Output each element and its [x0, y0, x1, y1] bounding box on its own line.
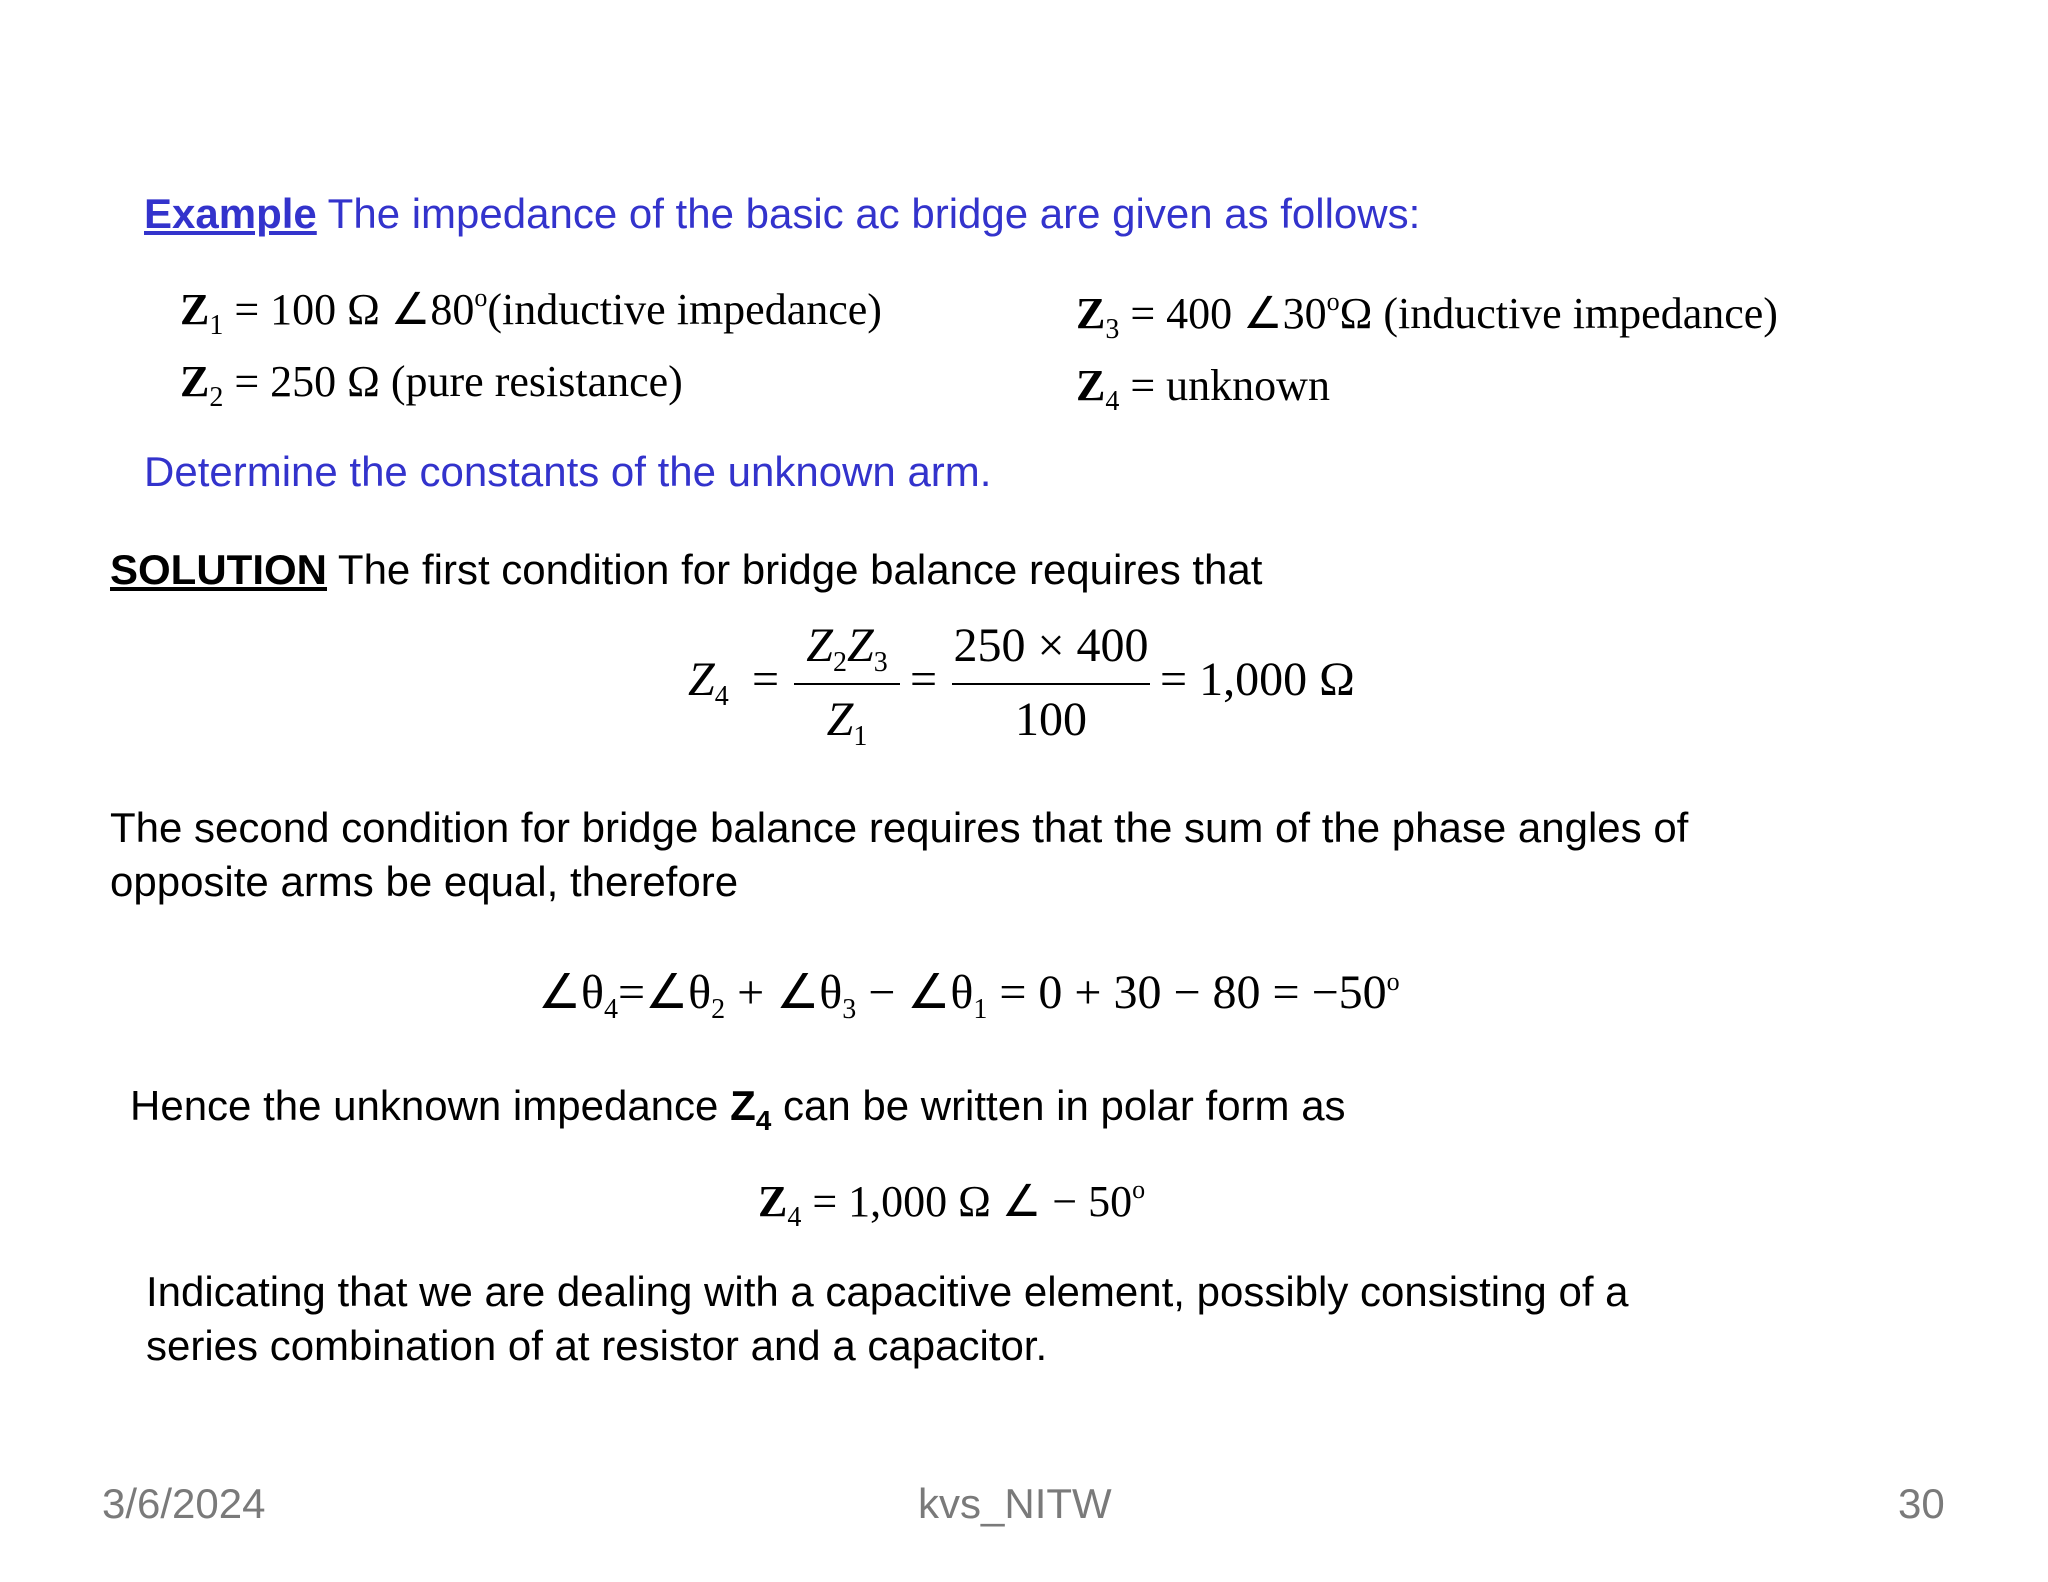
given-z2	[180, 356, 683, 413]
footer-page-number: 30	[1898, 1480, 1945, 1527]
eq1-equals-2: =	[910, 653, 938, 706]
hence-z: Z	[730, 1082, 756, 1129]
eq3-degree: o	[1132, 1175, 1146, 1204]
z1-degree: o	[474, 283, 488, 312]
eq2-theta2-sub: 2	[711, 994, 726, 1025]
eq2-theta1-sub: 1	[973, 994, 988, 1025]
z4-subscript: 4	[1105, 386, 1120, 417]
z3-note: Ω (inductive impedance)	[1339, 289, 1778, 338]
eq2-theta1: − ∠θ	[856, 966, 974, 1019]
conclusion-line-2: series combination of at resistor and a capacitor.	[146, 1322, 1048, 1369]
eq1-result: = 1,000 Ω	[1160, 653, 1355, 706]
z4-value: = unknown	[1119, 361, 1330, 410]
hence-line	[130, 1082, 1346, 1136]
footer-center: kvs_NITW	[918, 1480, 1112, 1527]
z3-degree: o	[1326, 287, 1340, 316]
z1-value: = 100 Ω ∠80	[223, 285, 475, 334]
eq1-num-z3-sub: 3	[873, 647, 888, 678]
z3-symbol: Z	[1076, 289, 1106, 338]
z2-subscript: 2	[209, 382, 224, 413]
equation-polar-form	[758, 1175, 1146, 1233]
eq1-num-z2: Z	[806, 619, 833, 672]
example-label: Example	[144, 190, 317, 237]
solution-text: The first condition for bridge balance requires that	[327, 546, 1263, 593]
eq1-fraction-bar-1	[794, 683, 900, 685]
equation-angle-sum	[538, 964, 1400, 1025]
eq1-lhs-symbol: Z	[688, 653, 715, 706]
eq2-theta2: =∠θ	[618, 966, 712, 1019]
eq3-subscript: 4	[787, 1202, 802, 1233]
z2-value: = 250 Ω (pure resistance)	[223, 357, 683, 406]
second-condition-line-1: The second condition for bridge balance requires that the sum of the phase angles of	[110, 804, 1689, 851]
eq1-den-value: 100	[1015, 693, 1087, 746]
given-z1	[180, 283, 882, 341]
eq1-lhs-subscript: 4	[714, 681, 729, 712]
hence-pre: Hence the unknown impedance	[130, 1082, 731, 1129]
eq1-num-value: 250 × 400	[953, 619, 1149, 672]
example-text: The impedance of the basic ac bridge are given as follows:	[316, 190, 1421, 237]
solution-label: SOLUTION	[110, 546, 327, 593]
eq1-num-z3: Z	[847, 619, 874, 672]
eq1-num-z2-sub: 2	[833, 647, 847, 678]
eq1-den-z1-sub: 1	[853, 721, 868, 752]
eq1-lhs	[688, 652, 729, 712]
z1-note: (inductive impedance)	[487, 285, 882, 334]
question-text: Determine the constants of the unknown arm.	[144, 448, 992, 495]
hence-post: can be written in polar form as	[771, 1082, 1346, 1129]
z4-symbol: Z	[1076, 361, 1106, 410]
footer-date: 3/6/2024	[102, 1480, 266, 1527]
z3-subscript: 3	[1105, 314, 1120, 345]
eq1-fraction-bar-2	[952, 683, 1150, 685]
eq1-numerator	[792, 618, 902, 678]
z2-symbol: Z	[180, 357, 210, 406]
eq1-equals-1: =	[752, 653, 780, 706]
eq2-theta4: ∠θ	[538, 966, 605, 1019]
given-z3	[1076, 287, 1778, 345]
hence-z-sub: 4	[755, 1105, 772, 1136]
eq2-degree: o	[1386, 967, 1400, 996]
eq2-result: = 0 + 30 − 80 = −50	[987, 966, 1387, 1019]
eq2-theta3: + ∠θ	[725, 966, 843, 1019]
eq3-symbol: Z	[758, 1177, 788, 1226]
eq2-theta3-sub: 3	[842, 994, 857, 1025]
solution-line	[110, 546, 1262, 594]
eq1-denominator	[792, 692, 902, 752]
z1-symbol: Z	[180, 285, 210, 334]
z1-subscript: 1	[209, 310, 224, 341]
eq2-theta4-sub: 4	[604, 994, 619, 1025]
eq3-value: = 1,000 Ω ∠ − 50	[801, 1177, 1133, 1226]
example-line	[144, 190, 1420, 238]
second-condition-line-2: opposite arms be equal, therefore	[110, 858, 739, 905]
conclusion-line-1: Indicating that we are dealing with a capacitive element, possibly consisting of a	[146, 1268, 1629, 1315]
z3-value: = 400 ∠30	[1119, 289, 1327, 338]
given-z4	[1076, 360, 1330, 417]
eq1-den-z1: Z	[826, 693, 854, 746]
